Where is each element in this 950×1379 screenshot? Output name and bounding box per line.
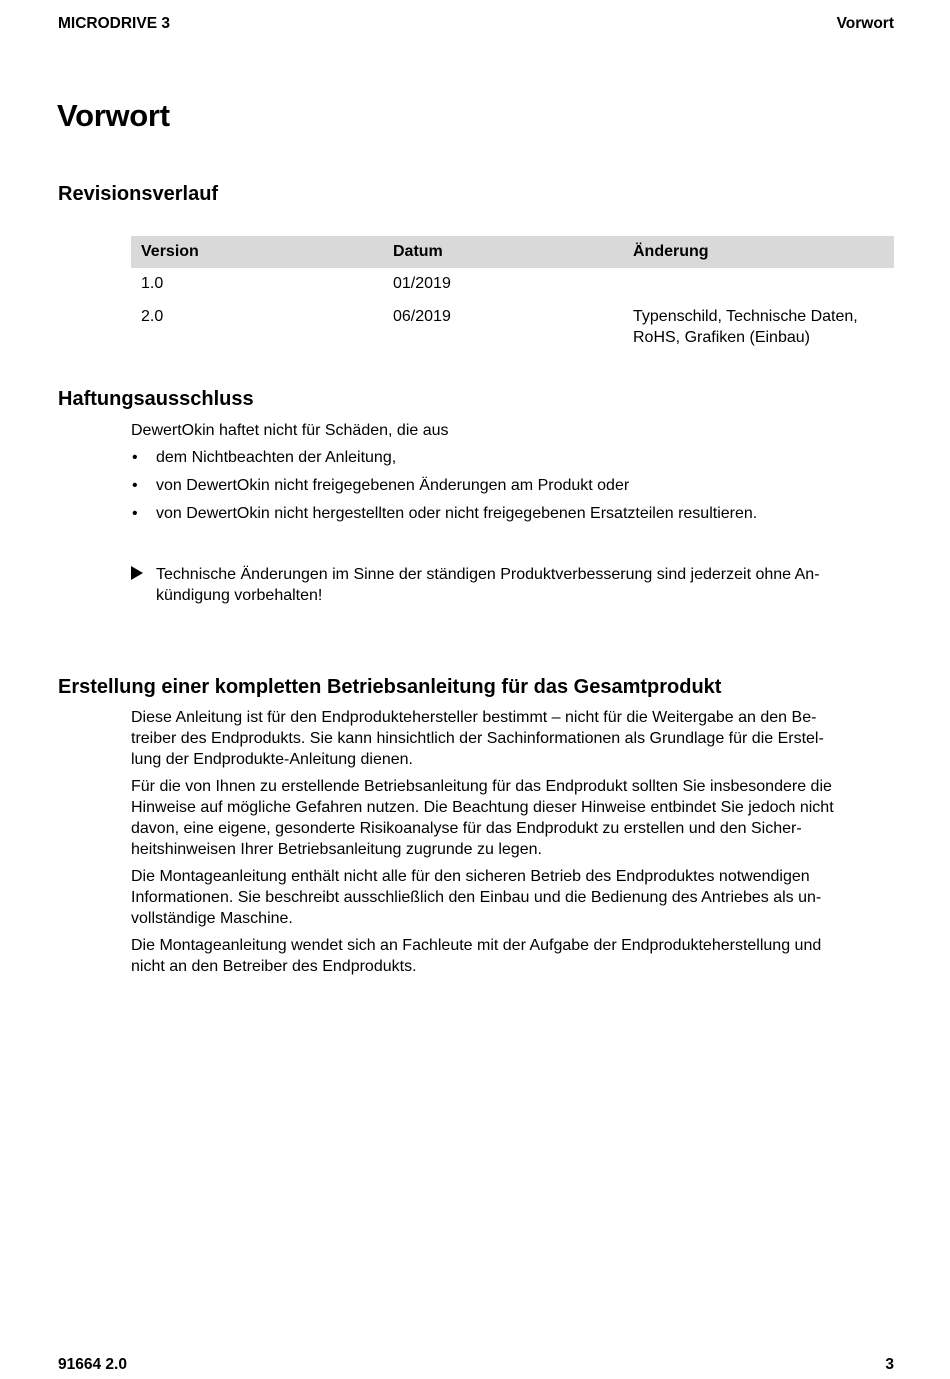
cell-version: 2.0 bbox=[141, 308, 164, 325]
cell-date: 06/2019 bbox=[393, 308, 451, 325]
paragraph bbox=[131, 935, 896, 977]
header-section-name: Vorwort bbox=[836, 15, 894, 32]
disclaimer-heading: Haftungsausschluss bbox=[58, 388, 254, 410]
footer-document-number: 91664 2.0 bbox=[58, 1356, 127, 1373]
list-item-text: von DewertOkin nicht hergestellten oder nicht freigegebenen Ersatzteilen resultieren. bbox=[156, 505, 758, 522]
paragraph bbox=[131, 776, 896, 860]
paragraph-line: treiber des Endprodukts. Sie kann hinsichtlich der Sachinformationen als Grundlage für die Erstel- bbox=[131, 730, 824, 747]
paragraph-line: Informationen. Sie beschreibt ausschließlich den Einbau und die Bedienung des Antriebes als un- bbox=[131, 889, 822, 906]
note-line: Technische Änderungen im Sinne der ständigen Produktverbesserung sind jederzeit ohne An- bbox=[156, 566, 820, 583]
paragraph bbox=[131, 707, 896, 770]
page-number: 3 bbox=[885, 1356, 894, 1373]
paragraph-line: Diese Anleitung ist für den Endprodukteherstelle​r bestimmt – nicht für die Weitergabe an den Be- bbox=[131, 709, 817, 726]
paragraph-line: nicht an den Betreiber des Endprodukts. bbox=[131, 958, 417, 975]
arrow-right-icon bbox=[131, 566, 143, 580]
column-header-change: Änderung bbox=[623, 236, 894, 268]
paragraph bbox=[131, 866, 896, 929]
bullet-icon: • bbox=[132, 477, 138, 494]
cell-version: 1.0 bbox=[141, 275, 164, 292]
list-item bbox=[131, 503, 891, 531]
paragraph-line: vollständige Maschine. bbox=[131, 910, 293, 927]
bullet-icon: • bbox=[132, 505, 138, 522]
revision-header-row bbox=[131, 236, 894, 268]
column-header-date: Datum bbox=[383, 236, 623, 268]
paragraph-line: Hinweise auf mögliche Gefahren nutzen. Die Beachtung dieser Hinweise entbindet Sie jedoch nicht bbox=[131, 799, 834, 816]
note-line: kündigung vorbehalten! bbox=[156, 587, 323, 604]
revision-heading: Revisionsverlauf bbox=[58, 183, 219, 205]
header-product-name: MICRODRIVE 3 bbox=[58, 15, 170, 32]
paragraph-line: davon, eine eigene, gesonderte Risikoanalyse für das Endprodukt zu erstellen und den Sicher- bbox=[131, 820, 802, 837]
cell-date: 01/2019 bbox=[393, 275, 451, 292]
note-text bbox=[131, 564, 891, 606]
page-title: Vorwort bbox=[57, 98, 170, 133]
table-row bbox=[131, 301, 894, 355]
paragraph-line: Für die von Ihnen zu erstellende Betriebsanleitung für das Endprodukt sollten Sie insbesondere die bbox=[131, 778, 832, 795]
bullet-icon: • bbox=[132, 449, 138, 466]
list-item bbox=[131, 475, 891, 503]
table-row bbox=[131, 268, 894, 301]
technical-change-note bbox=[131, 564, 891, 606]
disclaimer-list bbox=[131, 447, 891, 531]
cell-change-line: Typenschild, Technische Daten, bbox=[633, 308, 858, 325]
paragraph-line: lung der Endprodukte-Anleitung dienen. bbox=[131, 751, 413, 768]
cell-change-line: RoHS, Grafiken (Einbau) bbox=[633, 329, 810, 346]
paragraph-line: heitshinweisen Ihrer Betriebsanleitung zugrunde zu legen. bbox=[131, 841, 542, 858]
paragraph-line: Die Montageanleitung enthält nicht alle für den sicheren Betrieb des Endproduktes notwendigen bbox=[131, 868, 810, 885]
paragraph-line: Die Montageanleitung wendet sich an Fachleute mit der Aufgabe der Endprodukteherstellung und bbox=[131, 937, 822, 954]
list-item-text: von DewertOkin nicht freigegebenen Änderungen am Produkt oder bbox=[156, 477, 630, 494]
revision-table bbox=[131, 236, 894, 355]
cell-change bbox=[623, 268, 894, 301]
manual-creation-heading: Erstellung einer kompletten Betriebsanleitung für das Gesamtprodukt bbox=[58, 676, 722, 698]
list-item bbox=[131, 447, 891, 475]
manual-creation-body bbox=[131, 707, 896, 983]
cell-change bbox=[623, 301, 894, 355]
disclaimer-intro: DewertOkin haftet nicht für Schäden, die aus bbox=[131, 422, 449, 439]
column-header-version: Version bbox=[131, 236, 383, 268]
list-item-text: dem Nichtbeachten der Anleitung, bbox=[156, 449, 397, 466]
